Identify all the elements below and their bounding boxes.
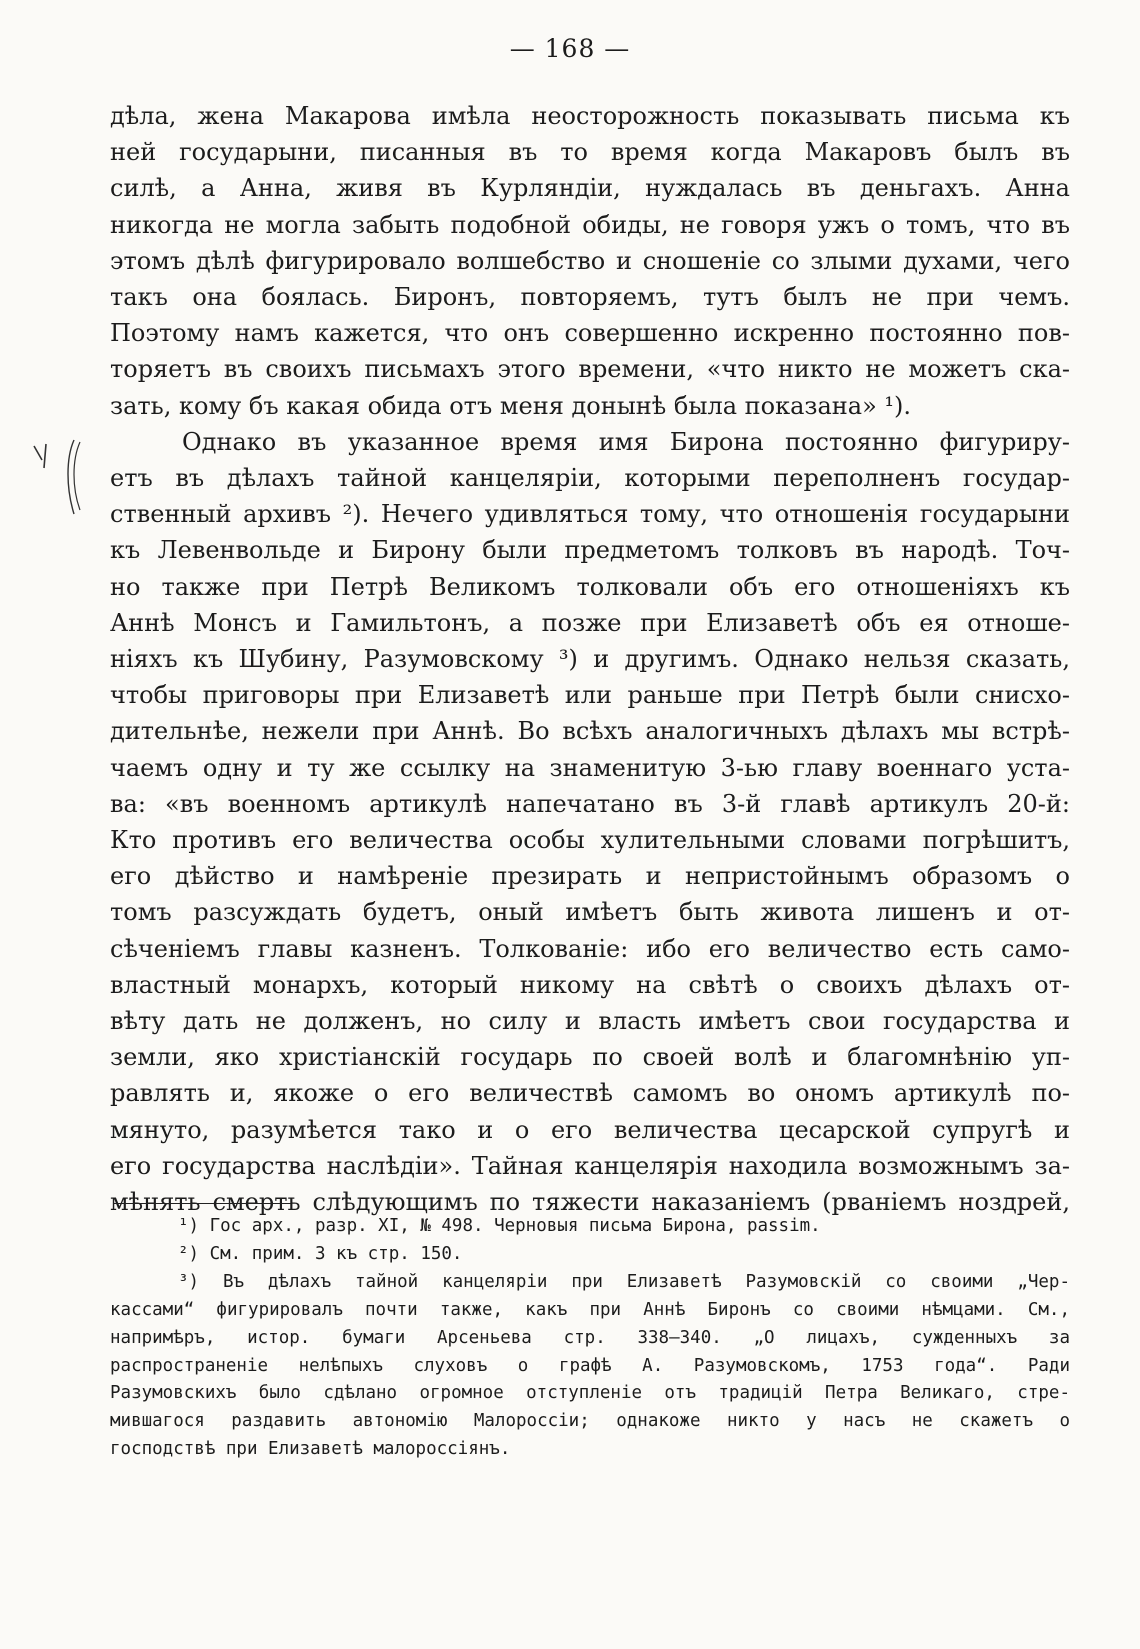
footnote-line: распространеніе нелѣпыхъ слуховъ о графѣ А. Разумовскомъ, 1753 года“. Ради — [110, 1355, 1070, 1376]
margin-annotation-mark — [30, 438, 90, 518]
body-line: томъ разсуждать будетъ, оный имѣетъ быть живота лишенъ и от- — [110, 898, 1070, 927]
body-line: никогда не могла забыть подобной обиды, не говоря ужъ о томъ, что въ — [110, 210, 1070, 239]
footnote-line: напримѣръ, истор. бумаги Арсеньева стр. 338—340. „О лицахъ, сужденныхъ за — [110, 1327, 1070, 1348]
footnote-line: кассами“ фигурировалъ почти также, какъ при Аннѣ Биронъ со своими нѣмцами. См., — [110, 1299, 1070, 1320]
page-number: — 168 — — [509, 34, 631, 63]
body-line: такъ она боялась. Биронъ, повторяемъ, тутъ былъ не при чемъ. — [110, 283, 1070, 312]
body-line: властный монархъ, который никому на свѣтѣ о своихъ дѣлахъ от- — [110, 970, 1070, 999]
footnote-line: господствѣ при Елизаветѣ малороссіянъ. — [110, 1439, 511, 1460]
body-line: этомъ дѣлѣ фигурировало волшебство и сношеніе со злыми духами, чего — [110, 246, 1070, 275]
body-line: силѣ, а Анна, живя въ Курляндіи, нуждалась въ деньгахъ. Анна — [110, 174, 1070, 203]
footnote-line: ²) См. прим. 3 къ стр. 150. — [178, 1243, 463, 1264]
body-line: ва: «въ военномъ артикулѣ напечатано въ 3-й главѣ артикулъ 20-й: — [110, 789, 1070, 818]
body-line: земли, яко христіанскій государь по своей волѣ и благомнѣнію уп- — [110, 1043, 1070, 1072]
main-text — [110, 98, 1070, 1220]
footnote-divider — [113, 1203, 291, 1204]
body-line: вѣту дать не долженъ, но силу и власть имѣетъ свои государства и — [110, 1007, 1070, 1036]
footnote-line: мившагося раздавить автономію Малороссіи; однакоже никто у насъ не скажетъ о — [110, 1411, 1070, 1432]
footnote-line: Разумовскихъ было сдѣлано огромное отступленіе отъ традицій Петра Великаго, стре- — [110, 1383, 1070, 1404]
body-line: дительнѣе, нежели при Аннѣ. Во всѣхъ аналогичныхъ дѣлахъ мы встрѣ- — [110, 717, 1070, 746]
body-line: сѣченіемъ главы казненъ. Толкованіе: ибо его величество есть само- — [110, 934, 1070, 963]
body-line: мѣнять смерть слѣдующимъ по тяжести наказаніемъ (рваніемъ ноздрей, — [110, 1188, 1070, 1217]
body-line: равлять и, якоже о его величествѣ самомъ во ономъ артикулѣ по- — [110, 1079, 1070, 1108]
footnotes — [110, 1213, 1070, 1464]
body-line: ніяхъ къ Шубину, Разумовскому ³) и другимъ. Однако нельзя сказать, — [110, 645, 1070, 674]
footnote-line: ³) Въ дѣлахъ тайной канцеляріи при Елизаветѣ Разумовскій со своими „Чер- — [178, 1271, 1070, 1292]
body-line: Поэтому намъ кажется, что онъ совершенно искренно постоянно пов- — [110, 319, 1070, 348]
body-line: дѣла, жена Макарова имѣла неосторожность показывать письма къ — [110, 102, 1070, 130]
body-line: торяетъ въ своихъ письмахъ этого времени, «что никто не можетъ ска- — [110, 355, 1070, 384]
body-line: его государства наслѣдіи». Тайная канцелярія находила возможнымъ за- — [110, 1151, 1070, 1180]
body-line: ственный архивъ ²). Нечего удивляться тому, что отношенія государыни — [110, 500, 1070, 529]
body-line: етъ въ дѣлахъ тайной канцеляріи, которыми переполненъ государ- — [110, 464, 1070, 493]
body-line: Однако въ указанное время имя Бирона постоянно фигуриру- — [182, 427, 1070, 456]
body-line: но также при Петрѣ Великомъ толковали объ его отношеніяхъ къ — [110, 572, 1070, 601]
body-line: чтобы приговоры при Елизаветѣ или раньше при Петрѣ были снисхо- — [110, 681, 1070, 710]
body-line: мянуто, разумѣется тако и о его величества цесарской супругѣ и — [110, 1115, 1070, 1144]
body-line: его дѣйство и намѣреніе презирать и непристойнымъ образомъ о — [110, 862, 1070, 891]
body-line: чаемъ одну и ту же ссылку на знаменитую 3-ью главу военнаго уста- — [110, 753, 1070, 782]
body-line: къ Левенвольде и Бирону были предметомъ толковъ въ народѣ. Точ- — [110, 536, 1070, 565]
body-line: Аннѣ Монсъ и Гамильтонъ, а позже при Елизаветѣ объ ея отноше- — [110, 608, 1070, 637]
body-line: зать, кому бъ какая обида отъ меня донынѣ была показана» ¹). — [110, 391, 912, 420]
body-line: Кто противъ его величества особы хулительными словами погрѣшитъ, — [110, 826, 1070, 855]
body-line: ней государыни, писанныя въ то время когда Макаровъ былъ въ — [110, 138, 1070, 167]
footnote-line: ¹) Гос арх., разр. XI, № 498. Черновыя письма Бирона, passim. — [178, 1216, 821, 1236]
